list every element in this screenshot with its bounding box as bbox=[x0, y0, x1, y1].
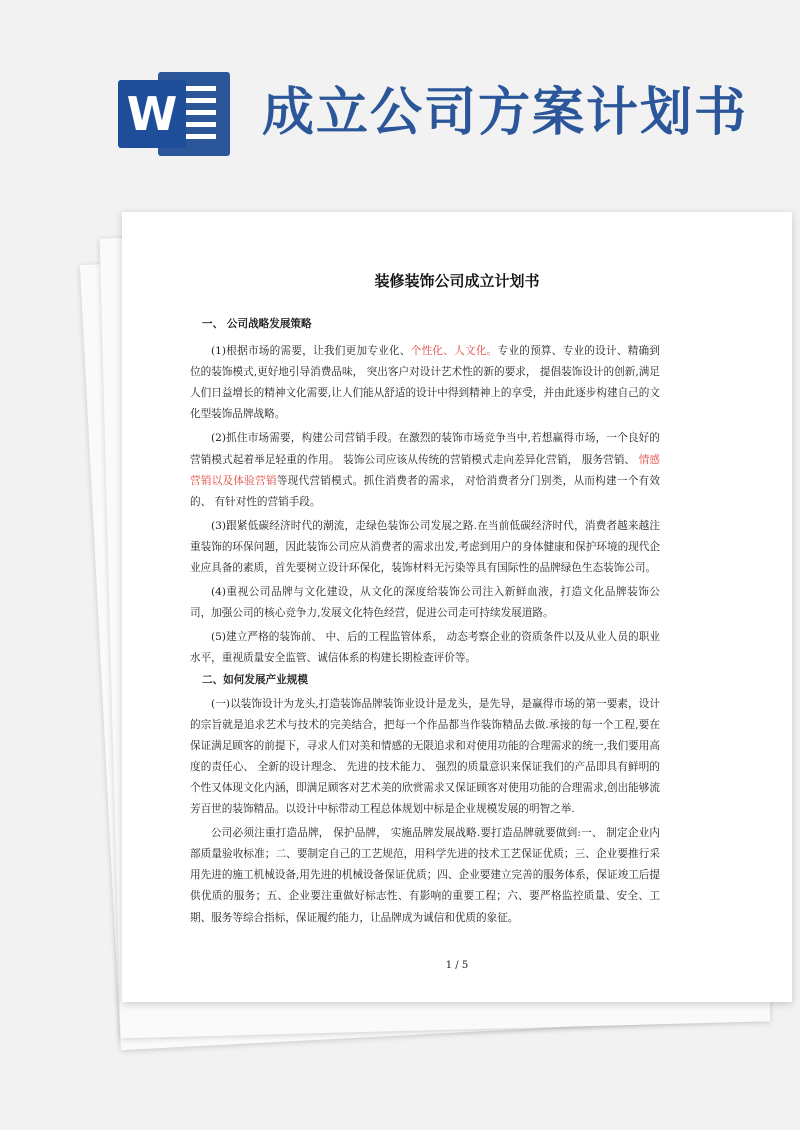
paragraph-1-text-a: (1)根据市场的需要，让我们更加专业化、 bbox=[211, 345, 411, 358]
paragraph-4: (4)重视公司品牌与文化建设，从文化的深度给装饰公司注入新鲜血液，打造文化品牌装饰公司，加强公司的核心竞争力,发展文化特色经营，促进公司走可持续发展道路。 bbox=[190, 586, 660, 620]
header bbox=[0, 0, 800, 190]
paragraph-2-text-b: 等现代营销模式。抓住消费者的需求， 对恰消费者分门别类，从而构建一个有效的、 有针对性的营销手段。 bbox=[190, 474, 661, 508]
page-number: 1 / 5 bbox=[445, 960, 469, 971]
paragraph-2 bbox=[190, 428, 660, 512]
paragraph-5: (5)建立严格的装饰前、 中、后的工程监管体系， 动态考察企业的资质条件以及从业人员的职业水平，重视质量安全监管、诚信体系的构建长期检查评价等。 bbox=[190, 631, 660, 665]
paragraph-6: (一)以装饰设计为龙头,打造装饰品牌装饰业设计是龙头，是先导，是赢得市场的第一要素，设计的宗旨就是追求艺术与技术的完美结合，把每一个作品都当作装饰精品去做.承接的每一个工程,要在保证满足顾客的前提下，寻求人们对美和情感的无限追求和对使用功能的合理需求的统一,我们要用高度的责任心、 全新的设计理念、 先进的技术能力、 强烈的质量意识来保证我们的产品即具有鲜明的个性又体现文化内涵，即满足顾客对艺术美的欣赏需求又保证顾客对使用功能的合理需求,创出能够流芳百世的装饰精品。以设计中标带动工程总体规划中标是企业规模发展的明智之举. bbox=[190, 697, 660, 816]
paragraph-7: 公司必须注重打造品牌， 保护品牌， 实施品牌发展战略.要打造品牌就要做到:一、 制定企业内部质量验收标准；二、要制定自己的工艺规范，用科学先进的技术工艺保证优质；三、企业要推行采用先进的施工机械设备,用先进的机械设备保证优质；四、企业要建立完善的服务体系，保证竣工后提供优质的服务；五、企业要注重做好标志性、有影响的重要工程；六、要严格监控质量、安全、工期、服务等综合指标，保证履约能力，让品牌成为诚信和优质的象征。 bbox=[190, 827, 660, 924]
paragraph-1-highlight: 个性化、人文化。 bbox=[410, 345, 498, 358]
paragraph-2-highlight: 情感营销以及体验营销 bbox=[190, 453, 661, 487]
document-title: 装修装饰公司成立计划书 bbox=[374, 272, 540, 290]
paragraph-1 bbox=[190, 341, 660, 425]
paragraph-3: (3)跟紧低碳经济时代的潮流，走绿色装饰公司发展之路.在当前低碳经济时代，消费者越来越注重装饰的环保问题，因此装饰公司应从消费者的需求出发,考虑到用户的身体健康和保护环境的现代企业应具备的素质，首先要树立设计环保化，装饰材料无污染等具有国际性的品牌绿色生态装饰公司。 bbox=[190, 519, 660, 575]
word-icon-letter: W bbox=[118, 80, 186, 148]
paragraph-2-text-a: (2)抓住市场需要，构建公司营销手段。在激烈的装饰市场竞争当中,若想赢得市场，一个良好的营销模式起着举足轻重的作用。 装饰公司应该从传统的营销模式走向差异化营销， 服务营销、 bbox=[190, 432, 660, 466]
document-page bbox=[122, 212, 792, 1002]
word-document-icon bbox=[118, 72, 230, 156]
section-heading-1: 一、 公司战略发展策略 bbox=[202, 318, 312, 330]
page-title: 成立公司方案计划书 bbox=[262, 83, 749, 143]
section-heading-2: 二、如何发展产业规模 bbox=[202, 673, 308, 686]
document-body bbox=[190, 314, 660, 929]
paragraph-1-text-b: 专业的预算、专业的设计、精确到位的装饰模式,更好地引导消费品味， 突出客户对设计艺术性的新的要求， 提倡装饰设计的创新,满足人们日益增长的精神文化需要,让人们能从舒适的设计中得到精神上的享受，并由此逐步构建自己的文化型装饰品牌战略。 bbox=[190, 345, 661, 421]
